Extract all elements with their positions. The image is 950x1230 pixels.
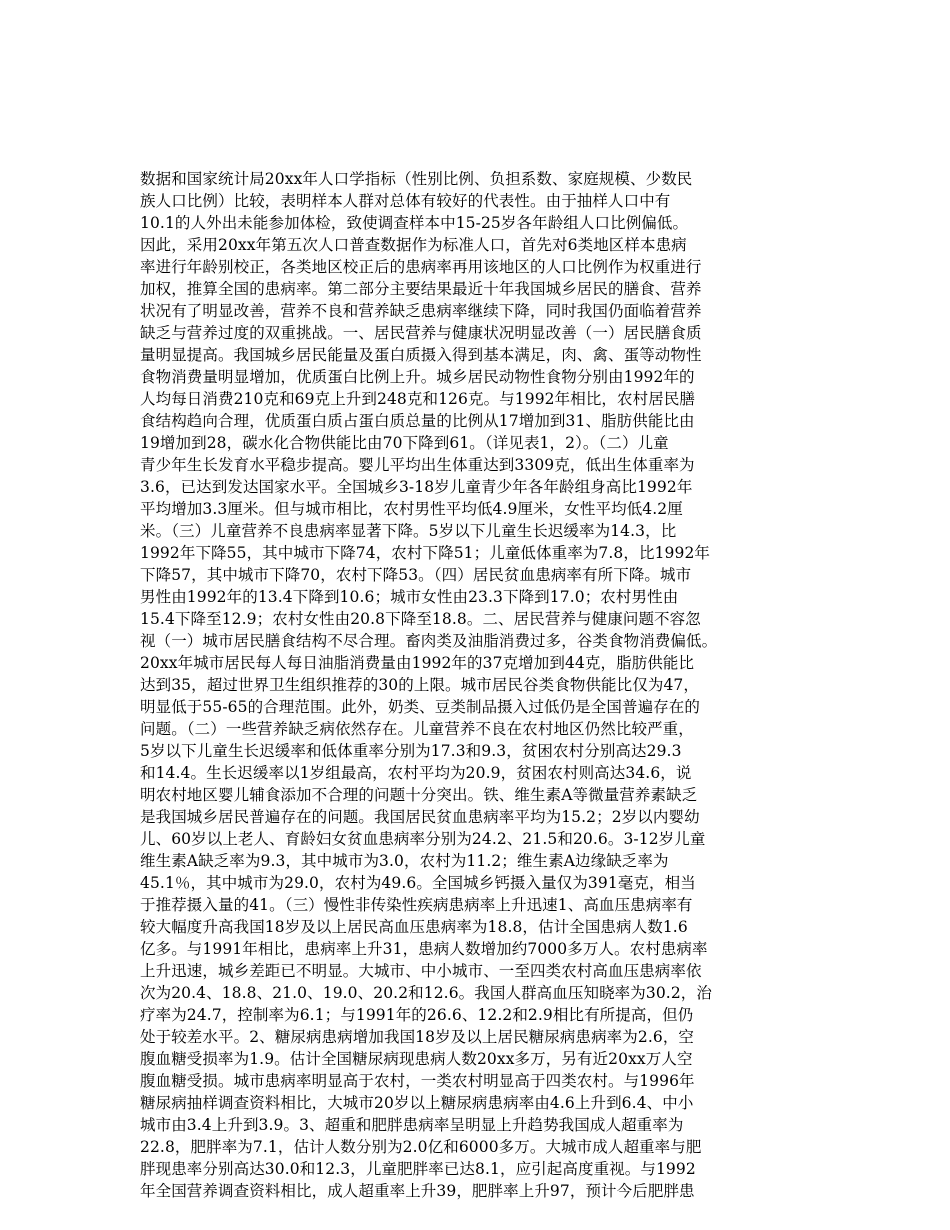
text-line: 疗率为24.7，控制率为6.1；与1991年的26.6、12.2和2.9相比有所提高，但仍: [140, 1006, 694, 1024]
text-line: 于推荐摄入量的41。（三）慢性非传染性疾病患病率上升迅速1、高血压患病率有: [140, 896, 693, 914]
text-line: 较大幅度升高我国18岁及以上居民高血压患病率为18.8，估计全国患病人数1.6: [140, 918, 688, 936]
text-line: 缺乏与营养过度的双重挑战。一、居民营养与健康状况明显改善（一）居民膳食质: [140, 324, 702, 342]
text-line: 和14.4。生长迟缓率以1岁组最高，农村平均为20.9，贫困农村则高达34.6，说: [140, 764, 692, 782]
text-line: 加权，推算全国的患病率。第二部分主要结果最近十年我国城乡居民的膳食、营养: [140, 280, 702, 298]
text-line: 上升迅速，城乡差距已不明显。大城市、中小城市、一至四类农村高血压患病率依: [140, 962, 702, 980]
text-line: 状况有了明显改善，营养不良和营养缺乏患病率继续下降，同时我国仍面临着营养: [140, 302, 702, 320]
text-line: 1992年下降55，其中城市下降74，农村下降51；儿童低体重率为7.8，比1992年: [140, 544, 711, 562]
text-line: 下降57，其中城市下降70，农村下降53。（四）居民贫血患病率有所下降。城市: [140, 566, 692, 584]
text-line: 数据和国家统计局20xx年人口学指标（性别比例、负担系数、家庭规模、少数民: [140, 170, 693, 188]
text-line: 族人口比例）比较，表明样本人群对总体有较好的代表性。由于抽样人口中有: [140, 192, 671, 210]
text-line: 食结构趋向合理，优质蛋白质占蛋白质总量的比例从17增加到31、脂肪供能比由: [140, 412, 695, 430]
text-line: 次为20.4、18.8、21.0、19.0、20.2和12.6。我国人群高血压知晓率为30.2，治: [140, 984, 712, 1002]
text-line: 糖尿病抽样调查资料相比，大城市20岁以上糖尿病患病率由4.6上升到6.4、中小: [140, 1094, 694, 1112]
text-line: 处于较差水平。2、糖尿病患病增加我国18岁及以上居民糖尿病患病率为2.6，空: [140, 1028, 695, 1046]
text-line: 人均每日消费210克和69克上升到248克和126克。与1992年相比，农村居民膳: [140, 390, 696, 408]
text-line: 19增加到28，碳水化合物供能比由70下降到61。（详见表1，2）。（二）儿童: [140, 434, 669, 452]
text-line: 腹血糖受损率为1.9。估计全国糖尿病现患病人数20xx多万，另有近20xx万人空: [140, 1050, 693, 1068]
body-text: [140, 168, 820, 1202]
text-line: 45.1％，其中城市为29.0，农村为49.6。全国城乡钙摄入量仅为391毫克，相当: [140, 874, 696, 892]
text-line: 达到35，超过世界卫生组织推荐的30的上限。城市居民谷类食物供能比仅为47，: [140, 676, 699, 694]
text-line: 胖现患率分别高达30.0和12.3，儿童肥胖率已达8.1，应引起高度重视。与1992: [140, 1160, 696, 1178]
text-line: 视（一）城市居民膳食结构不尽合理。畜肉类及油脂消费过多，谷类食物消费偏低。: [140, 632, 718, 650]
text-line: 年全国营养调查资料相比，成人超重率上升39，肥胖率上升97，预计今后肥胖患: [140, 1182, 695, 1200]
text-line: 5岁以下儿童生长迟缓率和低体重率分别为17.3和9.3，贫困农村分别高达29.3: [140, 742, 682, 760]
text-line: 亿多。与1991年相比，患病率上升31，患病人数增加约7000多万人。农村患病率: [140, 940, 708, 958]
text-line: 量明显提高。我国城乡居民能量及蛋白质摄入得到基本满足，肉、禽、蛋等动物性: [140, 346, 702, 364]
text-line: 平均增加3.3厘米。但与城市相比，农村男性平均低4.9厘米，女性平均低4.2厘: [140, 500, 683, 518]
text-line: 城市由3.4上升到3.9。3、超重和肥胖患病率呈明显上升趋势我国成人超重率为: [140, 1116, 684, 1134]
text-line: 率进行年龄别校正，各类地区校正后的患病率再用该地区的人口比例作为权重进行: [140, 258, 702, 276]
text-line: 3.6，已达到发达国家水平。全国城乡3-18岁儿童青少年各年龄组身高比1992年: [140, 478, 693, 496]
text-line: 明显低于55-65的合理范围。此外，奶类、豆类制品摄入过低仍是全国普遍存在的: [140, 698, 700, 716]
text-line: 男性由1992年的13.4下降到10.6；城市女性由23.3下降到17.0；农村男性由: [140, 588, 679, 606]
text-line: 10.1的人外出未能参加体检，致使调查样本中15-25岁各年龄组人口比例偏低。: [140, 214, 689, 232]
text-line: 15.4下降至12.9；农村女性由20.8下降至18.8。二、居民营养与健康问题不容忽: [140, 610, 701, 628]
text-line: 22.8，肥胖率为7.1，估计人数分别为2.0亿和6000多万。大城市成人超重率与肥: [140, 1138, 702, 1156]
text-line: 问题。（二）一些营养缺乏病依然存在。儿童营养不良在农村地区仍然比较严重，: [140, 720, 694, 738]
text-line: 20xx年城市居民每人每日油脂消费量由1992年的37克增加到44克，脂肪供能比: [140, 654, 695, 672]
text-line: 腹血糖受损。城市患病率明显高于农村，一类农村明显高于四类农村。与1996年: [140, 1072, 695, 1090]
text-line: 维生素A缺乏率为9.3，其中城市为3.0，农村为11.2；维生素A边缘缺乏率为: [140, 852, 669, 870]
text-line: 食物消费量明显增加，优质蛋白比例上升。城乡居民动物性食物分别由1992年的: [140, 368, 695, 386]
text-line: 青少年生长发育水平稳步提高。婴儿平均出生体重达到3309克，低出生体重率为: [140, 456, 695, 474]
text-line: 因此，采用20xx年第五次人口普查数据作为标准人口，首先对6类地区样本患病: [140, 236, 687, 254]
text-line: 是我国城乡居民普遍存在的问题。我国居民贫血患病率平均为15.2；2岁以内婴幼: [140, 808, 700, 826]
text-line: 米。（三）儿童营养不良患病率显著下降。5岁以下儿童生长迟缓率为14.3，比: [140, 522, 677, 540]
text-line: 明农村地区婴儿辅食添加不合理的问题十分突出。铁、维生素A等微量营养素缺乏: [140, 786, 698, 804]
text-line: 儿、60岁以上老人、育龄妇女贫血患病率分别为24.2、21.5和20.6。3-12岁儿童: [140, 830, 706, 848]
